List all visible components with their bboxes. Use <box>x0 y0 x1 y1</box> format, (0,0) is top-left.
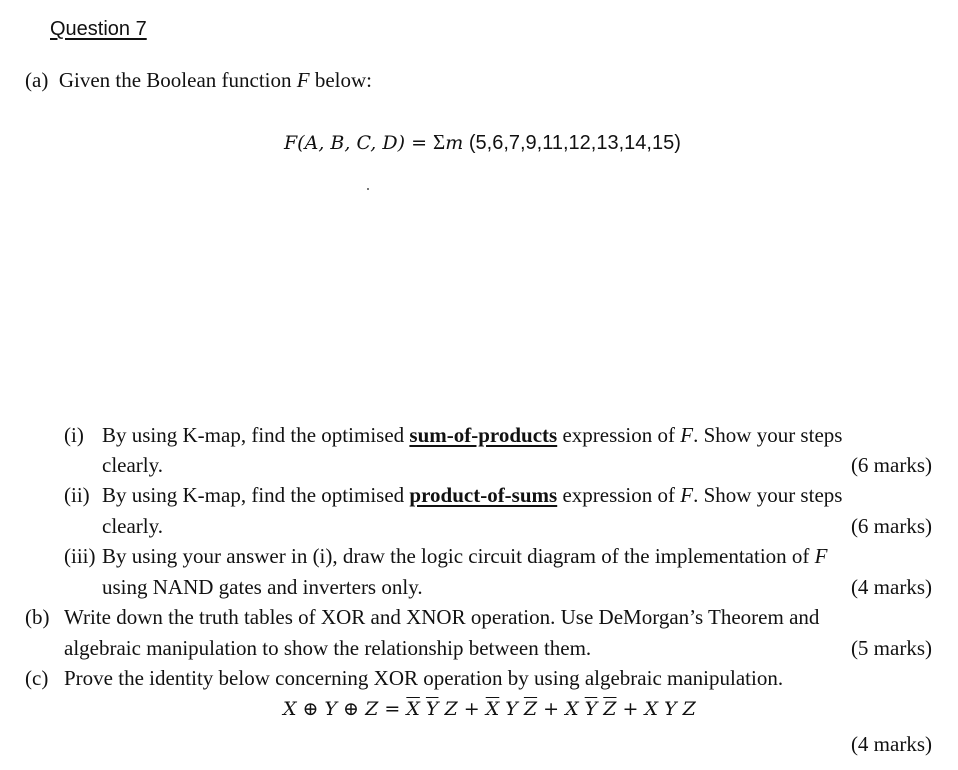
part-b-marks: (5 marks) <box>850 636 932 660</box>
stray-dot <box>367 188 369 190</box>
boolean-function-formula <box>284 130 681 155</box>
part-a-intro <box>25 68 372 93</box>
id-y1: Y <box>324 698 338 720</box>
id-x1: X <box>283 698 297 720</box>
sub-i-var: F <box>680 423 694 447</box>
sum-of-products-emph: sum-of-products <box>409 423 558 447</box>
sub-iii-line1 <box>102 544 827 569</box>
id-zbar-t3: $\overline{Z}$ <box>603 698 617 720</box>
sub-iii-marks: (4 marks) <box>850 575 932 599</box>
id-y-t2: Y <box>505 698 518 720</box>
sub-i-text-c: . Show your steps <box>693 423 843 447</box>
id-ybar-t3: $\overline{Y}$ <box>584 698 598 720</box>
id-plus3: + <box>622 698 639 720</box>
sub-ii-marks: (6 marks) <box>850 514 932 538</box>
part-a-label: (a) <box>25 68 49 92</box>
sub-ii-text-a: By using K-map, find the optimised <box>102 483 410 507</box>
sub-ii-var: F <box>680 483 694 507</box>
sub-iii-var: F <box>814 544 828 568</box>
product-of-sums-emph: product-of-sums <box>409 483 558 507</box>
id-z1: Z <box>365 698 379 720</box>
id-ybar-t1: $\overline{Y}$ <box>425 698 439 720</box>
sub-i-text-b: expression of <box>557 423 681 447</box>
part-c-label: (c) <box>25 666 49 690</box>
sub-ii-text-c: . Show your steps <box>693 483 843 507</box>
sub-i-marks: (6 marks) <box>850 453 932 477</box>
part-b-line1: Write down the truth tables of XOR and XNOR operation. Use DeMorgan’s Theorem and <box>64 605 820 629</box>
id-xor2: ⊕ <box>343 698 360 720</box>
part-c-marks: (4 marks) <box>850 732 932 756</box>
id-xor1: ⊕ <box>302 698 319 720</box>
formula-sigma: Σ <box>433 130 446 154</box>
id-z-t4: Z <box>682 698 696 720</box>
sub-i-label: (i) <box>64 423 84 447</box>
id-plus1: + <box>463 698 480 720</box>
question-heading: Question 7 <box>50 18 147 40</box>
sub-iii-line2: using NAND gates and inverters only. <box>102 575 423 599</box>
formula-m: m <box>445 132 464 154</box>
sub-ii-line2: clearly. <box>102 514 164 538</box>
id-z-t1: Z <box>444 698 458 720</box>
id-zbar-t2: $\overline{Z}$ <box>523 698 538 720</box>
id-plus2: + <box>543 698 560 720</box>
sub-iii-label: (iii) <box>64 544 96 568</box>
formula-minterms: (5,6,7,9,11,12,13,14,15) <box>463 132 681 154</box>
xor-identity-formula <box>283 698 696 720</box>
sub-i-text-a: By using K-map, find the optimised <box>102 423 410 447</box>
part-b-line2: algebraic manipulation to show the relationship between them. <box>64 636 592 660</box>
id-xbar-t1: $\overline{X}$ <box>406 698 420 720</box>
part-b-label: (b) <box>25 605 50 629</box>
part-a-text-post: below: <box>309 68 372 92</box>
part-a-var: F <box>296 68 310 92</box>
id-x-t3: X <box>565 698 579 720</box>
sub-ii-line1 <box>102 483 842 508</box>
id-y-t4: Y <box>664 698 677 720</box>
sub-i-line2: clearly. <box>102 453 164 477</box>
sub-iii-text: By using your answer in (i), draw the logic circuit diagram of the implementation of <box>102 544 815 568</box>
id-xbar-t2: $\overline{X}$ <box>485 698 500 720</box>
id-x-t4: X <box>644 698 659 720</box>
sub-i-line1 <box>102 423 842 448</box>
sub-ii-text-b: expression of <box>557 483 681 507</box>
formula-lhs: F(A, B, C, D) = <box>284 132 434 154</box>
id-eq: = <box>384 698 401 720</box>
part-a-text-pre: Given the Boolean function <box>58 68 297 92</box>
sub-ii-label: (ii) <box>64 483 90 507</box>
part-c-line1: Prove the identity below concerning XOR operation by using algebraic manipulation. <box>64 666 784 690</box>
